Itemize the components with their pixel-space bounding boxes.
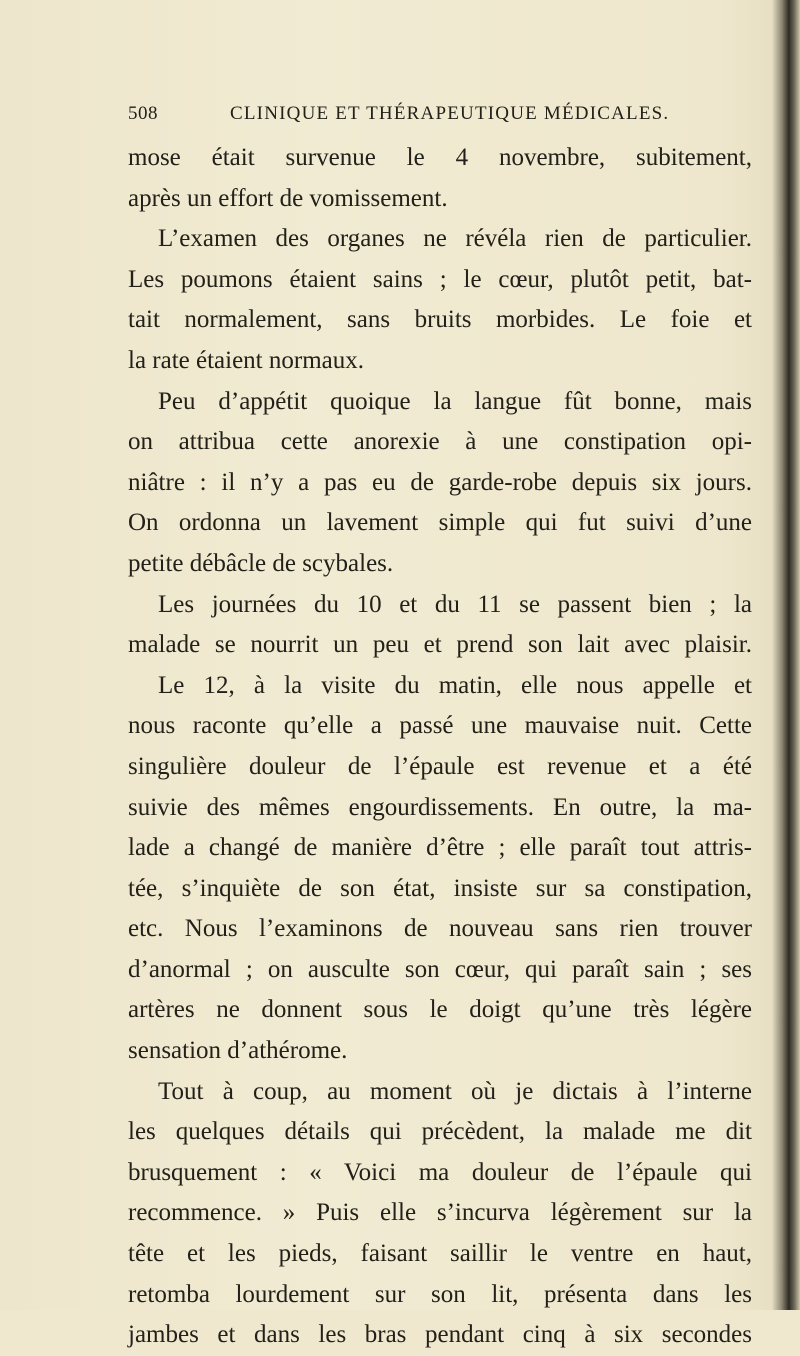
text-line: singulière douleur de l’épaule est revenue et a été xyxy=(128,752,752,780)
text-line: Peu d’appétit quoique la langue fût bonne, mais xyxy=(158,387,752,415)
text-line: retomba lourdement sur son lit, présenta dans les xyxy=(128,1280,752,1308)
text-line: la rate étaient normaux. xyxy=(128,346,364,374)
text-line: d’anormal ; on ausculte son cœur, qui paraît sain ; ses xyxy=(128,955,752,983)
text-line: Tout à coup, au moment où je dictais à l’interne xyxy=(158,1077,752,1105)
text-line: suivie des mêmes engourdissements. En outre, la ma- xyxy=(128,793,752,821)
text-line: niâtre : il n’y a pas eu de garde-robe depuis six jours. xyxy=(128,468,752,496)
text-line: tait normalement, sans bruits morbides. Le foie et xyxy=(128,306,752,334)
running-title: CLINIQUE ET THÉRAPEUTIQUE MÉDICALES. xyxy=(230,103,670,124)
text-line: artères ne donnent sous le doigt qu’une très légère xyxy=(128,996,752,1024)
page-header xyxy=(128,103,748,131)
text-line: mose était survenue le 4 novembre, subitement, xyxy=(128,144,752,171)
text-line: nous raconte qu’elle a passé une mauvaise nuit. Cette xyxy=(128,712,752,740)
text-line: Les journées du 10 et du 11 se passent bien ; la xyxy=(158,590,752,618)
text-line: Les poumons étaient sains ; le cœur, plutôt petit, bat- xyxy=(128,265,752,293)
text-line: brusquement : « Voici ma douleur de l’épaule qui xyxy=(128,1158,752,1186)
text-line: tête et les pieds, faisant saillir le ventre en haut, xyxy=(128,1240,752,1268)
text-line: petite débâcle de scybales. xyxy=(128,549,394,577)
text-line: Le 12, à la visite du matin, elle nous appelle et xyxy=(158,671,752,699)
text-line: etc. Nous l’examinons de nouveau sans rien trouver xyxy=(128,915,752,943)
text-line: recommence. » Puis elle s’incurva légèrement sur la xyxy=(128,1199,752,1227)
text-line: jambes et dans les bras pendant cinq à six secondes xyxy=(128,1321,752,1349)
text-line: malade se nourrit un peu et prend son lait avec plaisir. xyxy=(128,631,752,659)
text-line: L’examen des organes ne révéla rien de particulier. xyxy=(158,225,752,253)
text-line: on attribua cette anorexie à une constipation opi- xyxy=(128,428,752,456)
text-line: après un effort de vomissement. xyxy=(128,184,448,212)
text-line: lade a changé de manière d’être ; elle paraît tout attris- xyxy=(128,834,752,862)
text-line: On ordonna un lavement simple qui fut suivi d’une xyxy=(128,509,752,537)
text-line: tée, s’inquiète de son état, insiste sur sa constipation, xyxy=(128,874,752,902)
text-line: les quelques détails qui précèdent, la malade me dit xyxy=(128,1118,752,1146)
page-edge-shadow xyxy=(772,0,800,1310)
text-line: sensation d’athérome. xyxy=(128,1037,348,1065)
body-text xyxy=(128,138,752,1356)
page-number: 508 xyxy=(128,103,158,124)
